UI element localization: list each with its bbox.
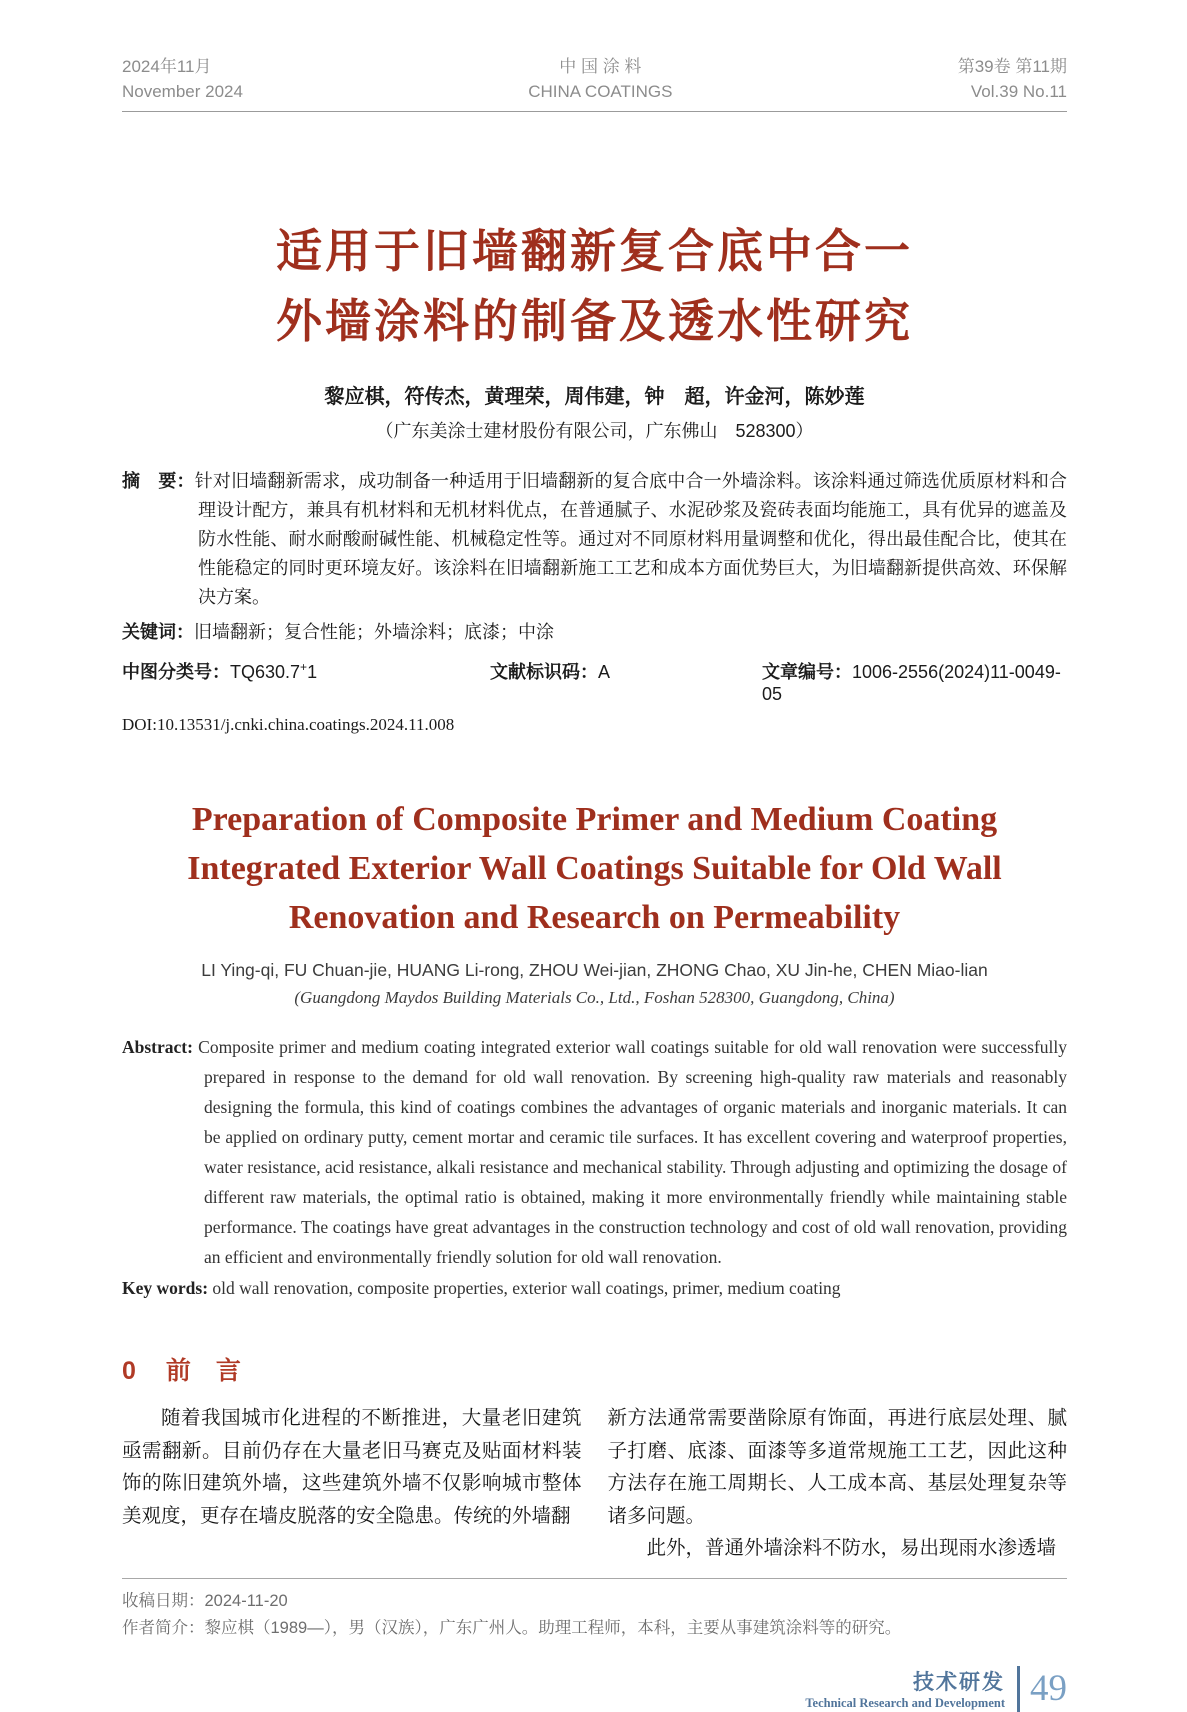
author-bio-line [122,1615,1067,1642]
header-date [122,54,243,104]
article-number-label: 文章编号： [762,662,852,682]
article-title-en-line3: Renovation and Research on Permeability [288,899,901,936]
abstract-en [122,1032,1067,1272]
authors-cn: 黎应棋，符传杰，黄理荣，周伟建，钟 超，许金河，陈妙莲 [324,386,865,408]
affiliation-cn: （广东美涂士建材股份有限公司，广东佛山 528300） [375,421,814,441]
article-title-cn-line2: 外墙涂料的制备及透水性研究 [276,295,913,347]
footer-divider-bar [1017,1666,1020,1712]
section-heading-introduction [122,1351,1067,1387]
clc-superscript: + [300,660,308,674]
article-number [762,658,1067,705]
article-title-cn-line1: 适用于旧墙翻新复合底中合一 [276,225,913,277]
footnote-divider [122,1578,1067,1579]
abstract-en-label: Abstract: [122,1037,193,1057]
keywords-en [122,1278,1067,1299]
keywords-cn [122,618,1067,644]
abstract-cn-label: 摘 要： [122,471,195,491]
section-number: 0 [122,1357,136,1385]
clc-value: TQ630.7 [230,662,301,682]
body-columns [122,1403,1067,1566]
footer-category-en: Technical Research and Development [805,1696,1005,1710]
clc-suffix: 1 [307,662,318,682]
body-paragraph: 此外，普通外墙涂料不防水，易出现雨水渗透墙 [646,1538,1057,1559]
article-title-en-line1: Preparation of Composite Primer and Medium Coating [191,801,998,838]
keywords-cn-text: 旧墙翻新；复合性能；外墙涂料；底漆；中涂 [194,622,554,642]
footnote [122,1588,1067,1642]
page-number: 49 [1030,1667,1067,1709]
author-bio-text: 黎应棋（1989—），男（汉族），广东广州人。助理工程师，本科，主要从事建筑涂料等的研究。 [204,1618,902,1637]
abstract-en-text: Composite primer and medium coating integrated exterior wall coatings suitable for old wall renovation were successfully prepared in response to the demand for old wall renovation. By screening high-quality raw materials and reasonably designing the formula, this kind of coatings combines the advantages of organic materials and inorganic materials. It can be applied on ordinary putty, cement mortar and ceramic tile surfaces. It has excellent covering and waterproof properties, water resistance, acid resistance, alkali resistance and mechanical stability. Through adjusting and optimizing the dosage of different raw materials, the optimal ratio is obtained, making it more environmentally friendly while maintaining stable performance. The coatings have great advantages in the construction technology and cost of old wall renovation, providing an efficient and environmentally friendly solution for old wall renovation. [198,1037,1068,1267]
document-code [490,658,762,705]
doi: DOI:10.13531/j.cnki.china.coatings.2024.11.008 [122,715,455,734]
keywords-en-label: Key words: [122,1278,209,1298]
clc-number [122,658,490,705]
author-bio-label: 作者简介： [122,1618,205,1637]
received-date-label: 收稿日期： [122,1591,205,1610]
clc-label: 中图分类号： [122,662,230,682]
body-paragraph: 随着我国城市化进程的不断推进，大量老旧建筑亟需翻新。目前仍存在大量老旧马赛克及贴面材料装饰的陈旧建筑外墙，这些建筑外墙不仅影响城市整体美观度，更存在墙皮脱落的安全隐患。传统的外墙翻 [122,1408,582,1527]
article-title-en [122,795,1067,942]
header-date-cn: 2024年11月 [122,57,212,76]
footer-category-cn: 技术研发 [913,1671,1005,1694]
header-divider [122,111,1067,112]
article-title-en-line2: Integrated Exterior Wall Coatings Suitable for Old Wall [187,850,1002,887]
header-issue-en: Vol.39 No.11 [970,82,1067,101]
received-date-value: 2024-11-20 [204,1591,288,1610]
header-journal [528,54,672,104]
classification-row [122,658,1067,705]
page-footer [122,1666,1067,1712]
authors-en: LI Ying-qi, FU Chuan-jie, HUANG Li-rong, ZHOU Wei-jian, ZHONG Chao, XU Jin-he, CHEN Miao-lian [201,960,988,980]
abstract-cn-text: 针对旧墙翻新需求，成功制备一种适用于旧墙翻新的复合底中合一外墙涂料。该涂料通过筛选优质原材料和合理设计配方，兼具有机材料和无机材料优点，在普通腻子、水泥砂浆及瓷砖表面均能施工，具有优异的遮盖及防水性能、耐水耐酸耐碱性能、机械稳定性等。通过对不同原材料用量调整和优化，得出最佳配合比，使其在性能稳定的同时更环境友好。该涂料在旧墙翻新施工工艺和成本方面优势巨大，为旧墙翻新提供高效、环保解决方案。 [194,471,1068,607]
body-column-right [608,1403,1068,1566]
body-paragraph: 新方法通常需要凿除原有饰面，再进行底层处理、腻子打磨、底漆、面漆等多道常规施工工艺，因此这种方法存在施工周期长、人工成本高、基层处理复杂等诸多问题。 [607,1408,1067,1527]
document-code-value: A [598,662,611,682]
document-code-label: 文献标识码： [490,662,598,682]
running-head [122,54,1067,104]
section-title: 前 言 [165,1357,241,1385]
header-journal-en: CHINA COATINGS [528,82,673,101]
abstract-cn [122,467,1067,612]
header-issue-cn: 第39卷 第11期 [957,57,1067,76]
header-journal-cn: 中 国 涂 料 [559,57,642,76]
affiliation-en: (Guangdong Maydos Building Materials Co., Ltd., Foshan 528300, Guangdong, China) [294,988,895,1007]
received-date-line [122,1588,1067,1615]
keywords-cn-label: 关键词： [122,622,194,642]
header-issue [958,54,1067,104]
body-column-left [122,1403,582,1566]
footer-category [805,1666,1005,1711]
keywords-en-text: old wall renovation, composite properties, exterior wall coatings, primer, medium coating [212,1278,841,1298]
article-number-value: 1006-2556(2024)11-0049-05 [762,662,1061,704]
article-title-cn [122,216,1067,356]
header-date-en: November 2024 [122,82,243,101]
